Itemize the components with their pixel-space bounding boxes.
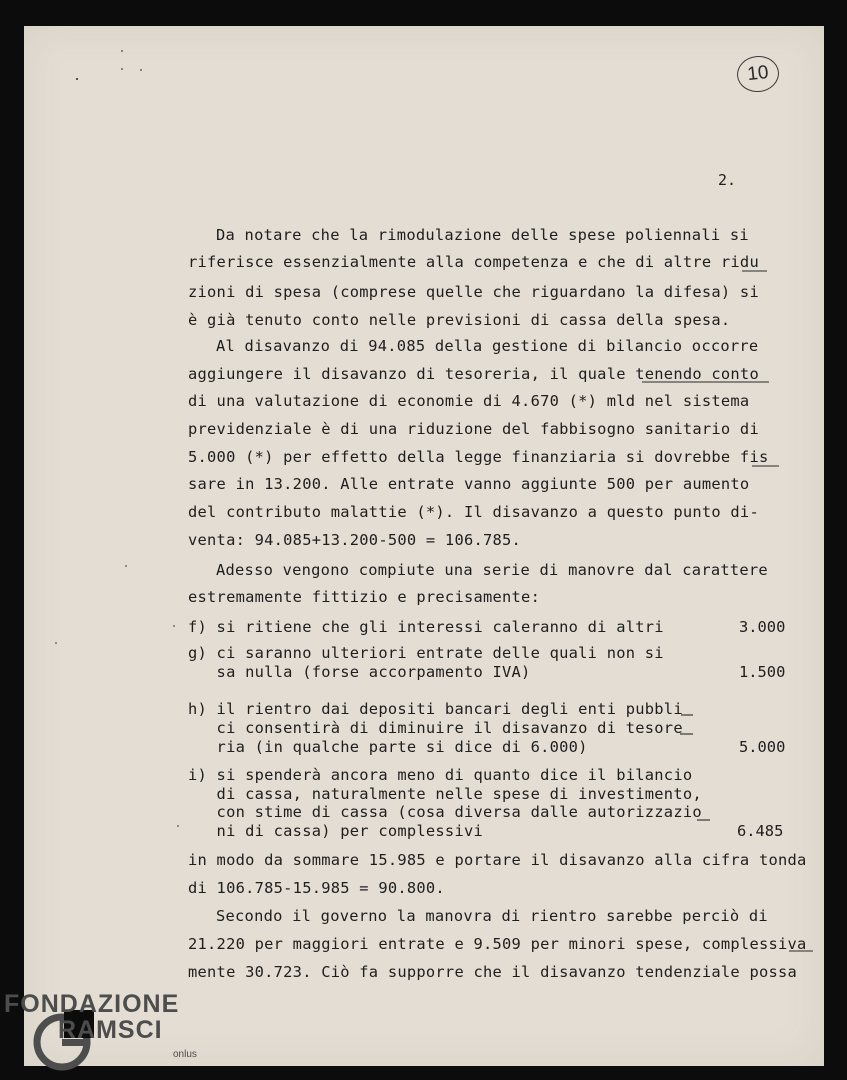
text-line: in modo da sommare 15.985 e portare il disavanzo alla cifra tonda <box>188 851 807 869</box>
watermark-gramsci: RAMSCI <box>58 1016 163 1044</box>
list-item-g-cont: sa nulla (forse accorpamento IVA) <box>188 663 531 681</box>
text-line: riferisce essenzialmente alla competenza e che di altre ridu <box>188 253 759 271</box>
list-item-i: i) si spenderà ancora meno di quanto dice il bilancio <box>188 766 693 784</box>
text-line: Al disavanzo di 94.085 della gestione di bilancio occorre <box>216 337 759 355</box>
text-line: 5.000 (*) per effetto della legge finanziaria si dovrebbe fis <box>188 448 769 466</box>
text-line: aggiungere il disavanzo di tesoreria, il quale tenendo conto <box>188 365 759 383</box>
text-line: previdenziale è di una riduzione del fabbisogno sanitario di <box>188 420 759 438</box>
list-item-h-cont: ci consentirà di diminuire il disavanzo di tesore <box>188 719 683 737</box>
list-item-i-cont: con stime di cassa (cosa diversa dalle autorizzazio <box>188 803 702 821</box>
list-item-f: f) si ritiene che gli interessi caleranno di altri <box>188 618 664 636</box>
text-line: di 106.785-15.985 = 90.800. <box>188 879 445 897</box>
amount-h: 5.000 <box>739 738 786 756</box>
text-line: del contributo malattie (*). Il disavanzo a questo punto di- <box>188 503 759 521</box>
page-number: 2. <box>718 171 737 189</box>
watermark-foundation: FONDAZIONE <box>4 990 180 1018</box>
list-item-i-cont: ni di cassa) per complessivi <box>188 822 483 840</box>
amount-i: 6.485 <box>737 822 784 840</box>
text-line: estremamente fittizio e precisamente: <box>188 588 541 606</box>
text-line: venta: 94.085+13.200-500 = 106.785. <box>188 531 522 549</box>
amount-f: 3.000 <box>739 618 786 636</box>
text-line: Adesso vengono compiute una serie di manovre dal carattere <box>216 561 768 579</box>
amount-g: 1.500 <box>739 663 786 681</box>
list-item-h: h) il rientro dai depositi bancari degli enti pubbli <box>188 700 683 718</box>
watermark-onlus: onlus <box>173 1049 197 1060</box>
text-line: 21.220 per maggiori entrate e 9.509 per minori spese, complessiva <box>188 935 807 953</box>
text-line: zioni di spesa (comprese quelle che riguardano la difesa) si <box>188 283 759 301</box>
text-line: Da notare che la rimodulazione delle spese poliennali si <box>216 226 749 244</box>
text-line: Secondo il governo la manovra di rientro sarebbe perciò di <box>216 907 768 925</box>
text-line: di una valutazione di economie di 4.670 (*) mld nel sistema <box>188 392 750 410</box>
list-item-i-cont: di cassa, naturalmente nelle spese di investimento, <box>188 785 702 803</box>
text-line: è già tenuto conto nelle previsioni di cassa della spesa. <box>188 311 731 329</box>
text-line: mente 30.723. Ciò fa supporre che il disavanzo tendenziale possa <box>188 963 798 981</box>
list-item-g: g) ci saranno ulteriori entrate delle quali non si <box>188 644 664 662</box>
text-line: sare in 13.200. Alle entrate vanno aggiunte 500 per aumento <box>188 475 750 493</box>
folio-text: 10 <box>746 61 770 86</box>
list-item-h-cont: ria (in qualche parte si dice di 6.000) <box>188 738 588 756</box>
